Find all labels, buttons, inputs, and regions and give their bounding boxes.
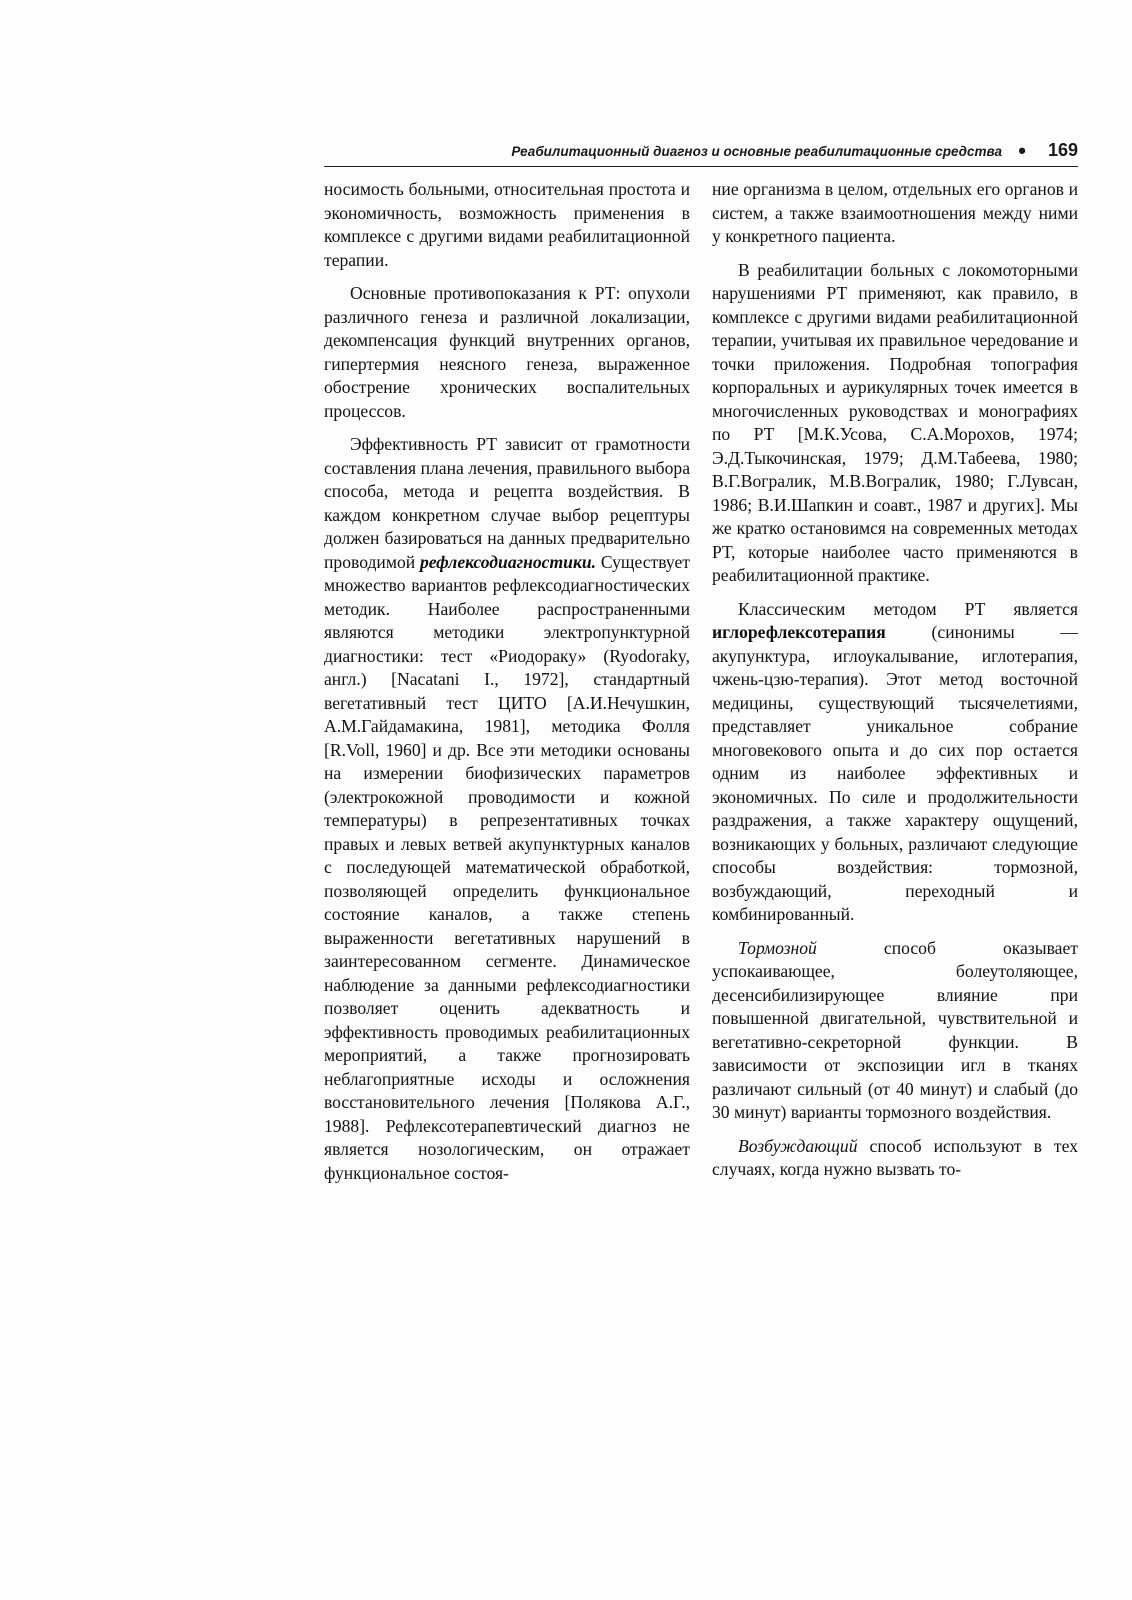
right-paragraph-4 xyxy=(712,937,1078,1125)
left-paragraph-3-text-b: Существует множество вариантов рефлексодиагностических методик. Наиболее распространенными являются методики электропунктурной диагностики: тест «Риодораку» (Ryodoraky, англ.) [Nacatani I., 1972], стандартный вегетативный тест ЦИТО [А.И.Нечушкин, А.М.Гайдамакина, 1981], методика Фолля [R.Voll, 1960] и др. Все эти методики основаны на измерении биофизических параметров (электрокожной проводимости и кожной температуры) в репрезентативных точках правых и левых ветвей акупунктурных каналов с последующей математической обработкой, позволяющей определить функциональное состояние каналов, а также степень выраженности вегетативных нарушений в заинтересованном сегменте. Динамическое наблюдение за данными рефлексодиагностики позволяет оценить адекватность и эффективность проводимых реабилитационных мероприятий, а также прогнозировать неблагоприятные исходы и осложнения восстановительного лечения [Полякова А.Г., 1988]. Рефлексотерапевтический диагноз не является нозологическим, он отражает функциональное состоя- xyxy=(324,551,690,1183)
left-paragraph-3 xyxy=(324,433,690,1185)
right-paragraph-3-text-b: (синонимы — акупунктура, иглоукалывание, иглотерапия, чжень-цзю-терапия). Этот метод восточной медицины, существующий тысячелетиями, представляет уникальное собрание многовекового опыта и до сих пор остается одним из наиболее эффективных и экономичных. По силе и продолжительности раздражения, а также характеру ощущений, возникающих у больных, различают следующие способы воздействия: тормозной, возбуждающий, переходный и комбинированный. xyxy=(712,622,1078,924)
bullet-separator: • xyxy=(1018,138,1026,163)
right-paragraph-3-text-a: Классическим методом РТ является xyxy=(738,598,1078,619)
right-paragraph-4-text: способ оказывает успокаивающее, болеутоляющее, десенсибилизирующее влияние при повышенной двигательной, чувствительной и вегетативно-секреторной функции. В зависимости от экспозиции игл в тканях различают сильный (от 40 минут) и слабый (до 30 минут) варианты тормозного воздействия. xyxy=(712,937,1078,1122)
term-exciting: Возбуждающий xyxy=(738,1135,858,1156)
term-inhibitory: Тормозной xyxy=(738,937,817,958)
right-paragraph-1: ние организма в целом, отдельных его органов и систем, а также взаимоотношения между ними у конкретного пациента. xyxy=(712,179,1078,246)
right-column xyxy=(712,178,1078,1192)
running-header xyxy=(324,140,1078,167)
left-paragraph-2: Основные противопоказания к РТ: опухоли различного генеза и различной локализации, декомпенсация функций внутренних органов, гипертермия неясного генеза, выраженное обострение хронических воспалительных процессов. xyxy=(324,283,690,421)
page-number: 169 xyxy=(1047,140,1078,160)
right-paragraph-3 xyxy=(712,598,1078,927)
running-title: Реабилитационный диагноз и основные реабилитационные средства xyxy=(511,144,1002,159)
term-reflexodiagnostics: рефлексодиагностики. xyxy=(419,551,597,572)
right-paragraph-5-text: способ используют в тех случаях, когда нужно вызвать то- xyxy=(712,1135,1078,1179)
right-paragraph-5 xyxy=(712,1135,1078,1182)
left-column xyxy=(324,178,690,1195)
left-paragraph-3-text-a: Эффективность РТ зависит от грамотности составления плана лечения, правильного выбора способа, метода и рецепта воздействия. В каждом конкретном случае выбор рецептуры должен базироваться на данных предварительно проводимой xyxy=(324,434,690,572)
left-paragraph-1: носимость больными, относительная простота и экономичность, возможность применения в комплексе с другими видами реабилитационной терапии. xyxy=(324,179,690,270)
right-paragraph-2: В реабилитации больных с локомоторными нарушениями РТ применяют, как правило, в комплексе с другими видами реабилитационной терапии, учитывая их правильное чередование и точки приложения. Подробная топография корпоральных и аурикулярных точек имеется в многочисленных руководствах и монографиях по РТ [М.К.Усова, С.А.Морохов, 1974; Э.Д.Тыкочинская, 1979; Д.М.Табеева, 1980; В.Г.Вогралик, М.В.Вогралик, 1980; Г.Лувсан, 1986; В.И.Шапкин и соавт., 1987 и других]. Мы же кратко остановимся на современных методах РТ, которые наиболее часто применяются в реабилитационной практике. xyxy=(712,259,1078,585)
term-acupuncture-therapy: иглорефлексотерапия xyxy=(712,622,886,642)
